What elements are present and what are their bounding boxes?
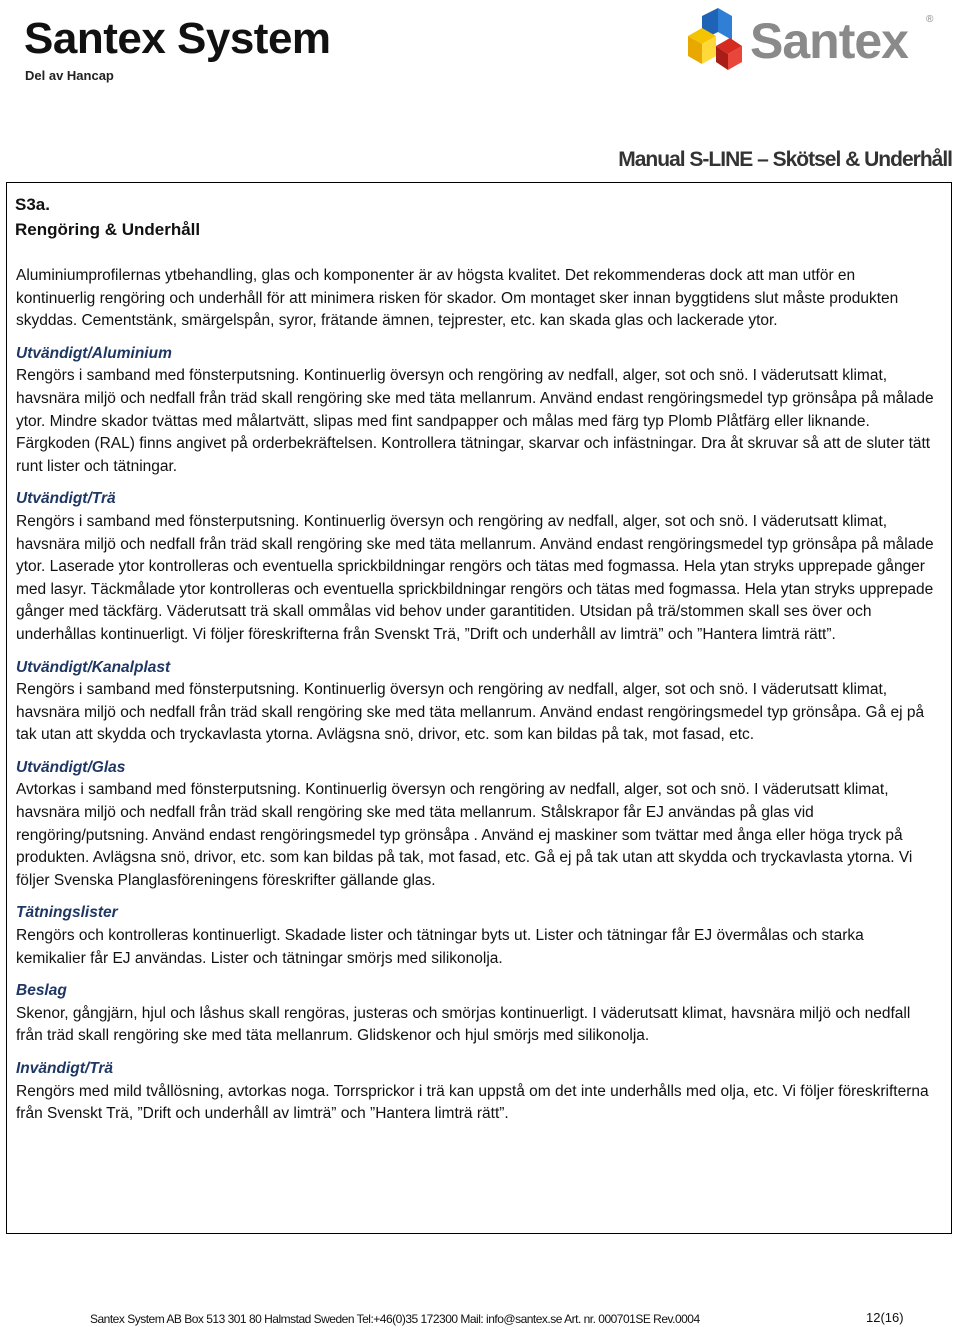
section-heading: Utvändigt/Glas	[16, 758, 126, 776]
footer-company-line: Santex System AB Box 513 301 80 Halmstad Sweden Tel:+46(0)35 172300 Mail: info@santex.se Art. nr. 000701SE Rev.0004	[90, 1312, 700, 1326]
section-beslag	[16, 980, 936, 1048]
registered-icon: ®	[926, 14, 934, 25]
section-heading: Invändigt/Trä	[16, 1060, 114, 1077]
section-heading: Utvändigt/Aluminium	[16, 344, 172, 362]
santex-logo	[680, 2, 940, 82]
section-tatningslister	[16, 902, 936, 970]
manual-title: Manual S-LINE – Skötsel & Underhåll	[618, 148, 952, 171]
section-text: Rengörs i samband med fönsterputsning. Kontinuerlig översyn och rengöring av nedfall, alger, sot och snö. I väderutsatt klimat, havsnära miljö och nedfall från träd skall rengöring ske med täta mellanrum. Använd endast rengöringsmedel typ grönsåpa på målade ytor. Laserade ytor kontrolleras och eventuella sprickbildningar rengörs och tätas med fogmassa. Hela ytan stryks upprepade gånger med lasyr. Täckmålade ytor kontrolleras och eventuella sprickbildningar rengörs och tätas med fogmassa. Hela ytan stryks upprepade gånger med täckfärg. Väderutsatt trä skall ommålas vid behov under garantitiden. Utsidan på trä/stommen skall ses över och underhållas kontinuerligt. Vi följer föreskrifterna från Svenskt Trä, ”Drift och underhåll av limträ” och ”Hantera limträ rätt”.	[16, 512, 934, 643]
section-glas	[16, 757, 936, 893]
section-text: Rengörs i samband med fönsterputsning. Kontinuerlig översyn och rengöring av nedfall, alger, sot och snö. I väderutsatt klimat, havsnära miljö och nedfall från träd skall rengöring ske med täta mellanrum. Använd endast rengöringsmedel typ grönsåpa på målade ytor. Mindre skador tvättas med målartvätt, slipas med fint sandpapper och målas med färg typ Plomb Plåtfärg eller liknande. Färgkoden (RAL) finns angivet på orderbekräftelsen. Kontrollera tätningar, skarvar och infästningar. Dra åt skruvar så att de sluter tätt runt lister och tätningar.	[16, 367, 934, 475]
section-text: Rengörs med mild tvållösning, avtorkas noga. Torrsprickor i trä kan uppstå om det inte underhålls med olja, etc. Vi följer föreskrifterna från Svenskt Trä, ”Drift och underhåll av limträ” och ”Hantera limträ rätt”.	[16, 1082, 929, 1123]
section-heading: Beslag	[16, 982, 67, 1000]
section-text: Avtorkas i samband med fönsterputsning. Kontinuerlig översyn och rengöring av nedfall, alger, sot och snö. I väderutsatt klimat, havsnära miljö och nedfall från träd skall rengöring ske med täta mellanrum. Stålskrapor får EJ användas på glas vid rengöring/putsning. Använd endast rengöringsmedel typ grönsåpa . Använd ej maskiner som tvättar med ånga eller höga tryck på produkten. Avlägsna snö, drivor, etc. som kan bildas på tak, mot fasad, etc. Gå ej på tak utan att skydda och tryckavlasta ytorna. Vi följer Svenska Planglasföreningens föreskrifter gällande glas.	[16, 781, 913, 889]
section-tra	[16, 488, 936, 646]
section-aluminium	[16, 343, 936, 479]
section-heading: Tätningslister	[16, 904, 118, 922]
brand-title: Santex System	[24, 14, 331, 63]
section-heading: Utvändigt/Kanalplast	[16, 658, 171, 676]
logo-text: Santex	[750, 13, 908, 69]
section-heading: Utvändigt/Trä	[16, 490, 116, 508]
section-kanalplast	[16, 657, 936, 747]
section-code: S3a.	[15, 195, 50, 214]
section-text: Rengörs i samband med fönsterputsning. Kontinuerlig översyn och rengöring av nedfall, alger, sot och snö. I väderutsatt klimat, havsnära miljö och nedfall från träd skall rengöring ske med täta mellanrum. Använd endast rengöringsmedel typ grönsåpa. Gå ej på tak utan att skydda och tryckavlasta ytorna. Avlägsna snö, drivor, etc. som kan bildas på tak, mot fasad, etc.	[16, 681, 925, 744]
content-box	[6, 182, 952, 1234]
content-body	[16, 265, 936, 1126]
intro-paragraph: Aluminiumprofilernas ytbehandling, glas och komponenter är av högsta kvalitet. Det rekommenderas dock att man utför en kontinuerlig rengöring och underhåll för att minimera risken för skador. Om montaget sker innan byggtidens slut måste produkten skyddas. Cementstänk, smärgelspån, syror, frätande ämnen, tejprester, etc. kan skada glas och lackerade ytor.	[16, 267, 899, 330]
section-name: Rengöring & Underhåll	[15, 220, 201, 239]
section-text: Skenor, gångjärn, hjul och låshus skall rengöras, justeras och smörjas kontinuerligt. I väderutsatt klimat, havsnära miljö och nedfall från träd skall rengöring ske med täta mellanrum. Glidskenor och hjul smörjs med silikonolja.	[16, 1004, 911, 1045]
brand-subtitle: Del av Hancap	[25, 68, 114, 83]
footer-page-number: 12(16)	[866, 1310, 904, 1325]
logo-mark-icon	[688, 8, 742, 70]
section-text: Rengörs och kontrolleras kontinuerligt. Skadade lister och tätningar byts ut. Lister och tätningar får EJ övermålas och starka kemikalier får EJ användas. Lister och tätningar smörjs med silikonolja.	[16, 927, 864, 967]
section-invandigt-tra	[16, 1058, 936, 1126]
